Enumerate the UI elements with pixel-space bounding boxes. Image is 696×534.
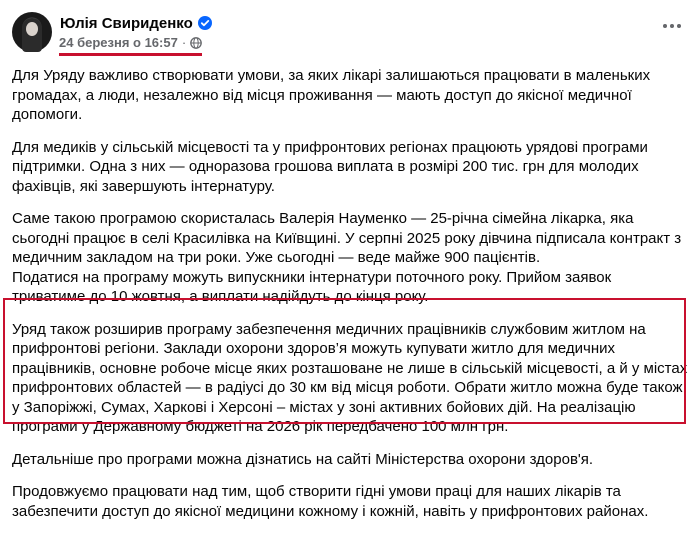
paragraph-example (12, 209, 684, 307)
meta-separator: · (181, 34, 187, 50)
author-name[interactable]: Юлія Свириденко (60, 14, 193, 32)
text-line: прифронтових областей — в радіусі до 30 км від місця роботи. Обрати житло можна буде також (12, 379, 683, 396)
text-line: фахівців, які завершують інтернатуру. (12, 177, 275, 195)
paragraph-closing (12, 482, 684, 521)
post-date-link[interactable]: 24 березня о 16:57 (59, 34, 178, 50)
text-line: Для Уряду важливо створювати умови, за яких лікарі залишаються працювати в маленьких (12, 67, 651, 84)
text-line: Детальніше про програми можна дізнатись на сайті Міністерства охорони здоров'я. (12, 450, 594, 468)
text-line: прифронтові регіони. Заклади охорони здоров’я можуть купувати житло для медичних (12, 340, 616, 357)
highlight-box (3, 298, 686, 424)
more-dot-icon (663, 24, 667, 28)
text-line: у Запоріжжі, Сумах, Харкові і Херсоні – містах у зоні активних бойових дій. На реалізацію (12, 398, 636, 416)
text-line: допомоги. (12, 106, 83, 123)
post-meta (59, 33, 202, 56)
paragraph-programs (12, 138, 684, 197)
text-line: працівників, основне робоче місце яких розташоване не лише в сільській місцевості, а й у містах (12, 359, 688, 377)
more-dot-icon (677, 24, 681, 28)
text-line: сьогодні працює в селі Красилівка на Київщині. У серпні 2025 року дівчина підписала контракт з (12, 229, 682, 247)
avatar[interactable] (12, 12, 52, 52)
post-header (12, 10, 684, 54)
globe-icon[interactable] (190, 36, 202, 48)
text-line: медичним закладом на три роки. Уже сьогодні — веде майже 900 пацієнтів. (12, 249, 541, 266)
more-options-button[interactable] (660, 18, 684, 34)
paragraph-intro (12, 66, 684, 125)
text-line: програми у Державному бюджеті на 2026 рік передбачено 100 млн грн. (12, 418, 509, 435)
text-line: громадах, а люди, незалежно від місця проживання — мають доступ до якісної медичної (12, 86, 632, 104)
text-line: Уряд також розширив програму забезпечення медичних працівників службовим житлом на (12, 320, 646, 338)
verified-badge-icon (198, 16, 212, 30)
paragraph-details (12, 450, 684, 470)
text-line: забезпечити доступ до якісної медицини кожному і кожній, навіть у прифронтових районах. (12, 502, 649, 520)
text-line: триватиме до 10 жовтня, а виплати надійдуть до кінця року. (12, 288, 429, 305)
text-line: Податися на програму можуть випускники інтернатури поточного року. Прийом заявок (12, 268, 612, 286)
text-line: Продовжуємо працювати над тим, щоб створити гідні умови праці для наших лікарів та (12, 483, 621, 500)
text-line: Для медиків у сільській місцевості та у прифронтових регіонах працюють урядові програми (12, 138, 648, 156)
more-dot-icon (670, 24, 674, 28)
avatar-face (26, 22, 38, 36)
text-line: підтримки. Одна з них — одноразова грошова виплата в розмірі 200 тис. грн для молодих (12, 158, 639, 175)
author-row (60, 13, 212, 33)
text-line: Саме такою програмою скористалась Валерія Науменко — 25-річна сімейна лікарка, яка (12, 210, 634, 227)
